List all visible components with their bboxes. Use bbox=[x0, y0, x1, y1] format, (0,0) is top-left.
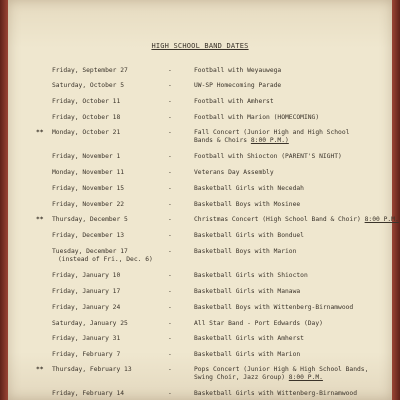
event-description: Basketball Boys with Wittenberg-Birnamwood bbox=[194, 304, 354, 311]
event-description: Basketball Boys with Marion bbox=[194, 248, 297, 255]
event-description: Football with Weyauwega bbox=[194, 67, 282, 74]
event-date: Friday, December 13 bbox=[52, 232, 125, 239]
separator-dash: - bbox=[168, 67, 172, 74]
separator-dash: - bbox=[168, 82, 172, 89]
event-description: Football with Shiocton (PARENT'S NIGHT) bbox=[194, 153, 342, 160]
document-title bbox=[8, 42, 392, 50]
separator-dash: - bbox=[168, 272, 172, 279]
event-line-2: Swing Choir, Jazz Group) bbox=[194, 373, 285, 381]
event-date: Friday, February 7 bbox=[52, 351, 121, 358]
event-description bbox=[194, 129, 374, 144]
event-description: Basketball Girls with Marion bbox=[194, 351, 301, 358]
event-description: Basketball Girls with Manawa bbox=[194, 288, 301, 295]
event-date: Friday, February 14 bbox=[52, 390, 125, 397]
separator-dash: - bbox=[168, 320, 172, 327]
event-description: Basketball Girls with Amherst bbox=[194, 335, 304, 342]
event-date: Friday, October 11 bbox=[52, 98, 121, 105]
separator-dash: - bbox=[168, 216, 172, 223]
event-line-1: Pops Concert (Junior High & High School Bands, bbox=[194, 366, 369, 373]
event-date: Friday, January 17 bbox=[52, 288, 121, 295]
document-page bbox=[8, 0, 399, 400]
event-date: Monday, October 21 bbox=[52, 129, 121, 136]
event-text: Christmas Concert (High School Band & Choir) bbox=[194, 216, 361, 223]
separator-dash: - bbox=[168, 248, 172, 255]
event-date: Monday, November 11 bbox=[52, 169, 125, 176]
event-time: 8:00 P.M.) bbox=[250, 136, 289, 144]
event-description: Basketball Boys with Mosinee bbox=[194, 201, 301, 208]
event-description: UW-SP Homecoming Parade bbox=[194, 82, 282, 89]
event-date: Friday, November 1 bbox=[52, 153, 121, 160]
binder-edge-right bbox=[392, 0, 400, 400]
event-date: Friday, October 18 bbox=[52, 114, 121, 121]
separator-dash: - bbox=[168, 129, 172, 136]
separator-dash: - bbox=[168, 169, 172, 176]
separator-dash: - bbox=[168, 114, 172, 121]
separator-dash: - bbox=[168, 153, 172, 160]
separator-dash: - bbox=[168, 232, 172, 239]
event-description: Basketball Girls with Necedah bbox=[194, 185, 304, 192]
separator-dash: - bbox=[168, 390, 172, 397]
event-time: 8:00 P.M. bbox=[288, 373, 323, 381]
event-description: Veterans Day Assembly bbox=[194, 169, 274, 176]
event-date: Friday, September 27 bbox=[52, 67, 128, 74]
date-line-2: (instead of Fri., Dec. 6) bbox=[58, 255, 153, 263]
event-description: Football with Marion (HOMECOMING) bbox=[194, 114, 320, 121]
event-description bbox=[194, 366, 400, 381]
event-date: Friday, January 10 bbox=[52, 272, 121, 279]
event-date: Thursday, February 13 bbox=[52, 366, 132, 373]
event-line-2: Bands & Choirs bbox=[194, 136, 248, 144]
separator-dash: - bbox=[168, 351, 172, 358]
event-description: Basketball Girls with Shiocton bbox=[194, 272, 308, 279]
separator-dash: - bbox=[168, 185, 172, 192]
title-text: HIGH SCHOOL BAND DATES bbox=[151, 42, 249, 50]
event-date: Thursday, December 5 bbox=[52, 216, 128, 223]
event-description bbox=[194, 216, 400, 224]
separator-dash: - bbox=[168, 98, 172, 105]
event-date: Friday, November 15 bbox=[52, 185, 125, 192]
separator-dash: - bbox=[168, 201, 172, 208]
separator-dash: - bbox=[168, 304, 172, 311]
separator-dash: - bbox=[168, 335, 172, 342]
event-date: Saturday, January 25 bbox=[52, 320, 128, 327]
event-description: All Star Band - Port Edwards (Day) bbox=[194, 320, 323, 327]
date-line-1: Tuesday, December 17 bbox=[52, 248, 128, 255]
event-time: 8:00 P.M. bbox=[364, 216, 399, 223]
event-date: Friday, November 22 bbox=[52, 201, 125, 208]
important-mark: ** bbox=[36, 216, 44, 223]
event-description: Basketball Girls with Wittenberg-Birnamwood bbox=[194, 390, 358, 397]
binder-edge-left bbox=[0, 0, 8, 400]
event-description: Football with Amherst bbox=[194, 98, 274, 105]
event-date: Friday, January 31 bbox=[52, 335, 121, 342]
separator-dash: - bbox=[168, 366, 172, 373]
event-date: Saturday, October 5 bbox=[52, 82, 125, 89]
separator-dash: - bbox=[168, 288, 172, 295]
event-date: Friday, January 24 bbox=[52, 304, 121, 311]
important-mark: ** bbox=[36, 366, 44, 373]
event-line-1: Fall Concert (Junior High and High School bbox=[194, 129, 350, 136]
event-description: Basketball Girls with Bonduel bbox=[194, 232, 304, 239]
important-mark: ** bbox=[36, 129, 44, 136]
event-date bbox=[52, 248, 167, 263]
